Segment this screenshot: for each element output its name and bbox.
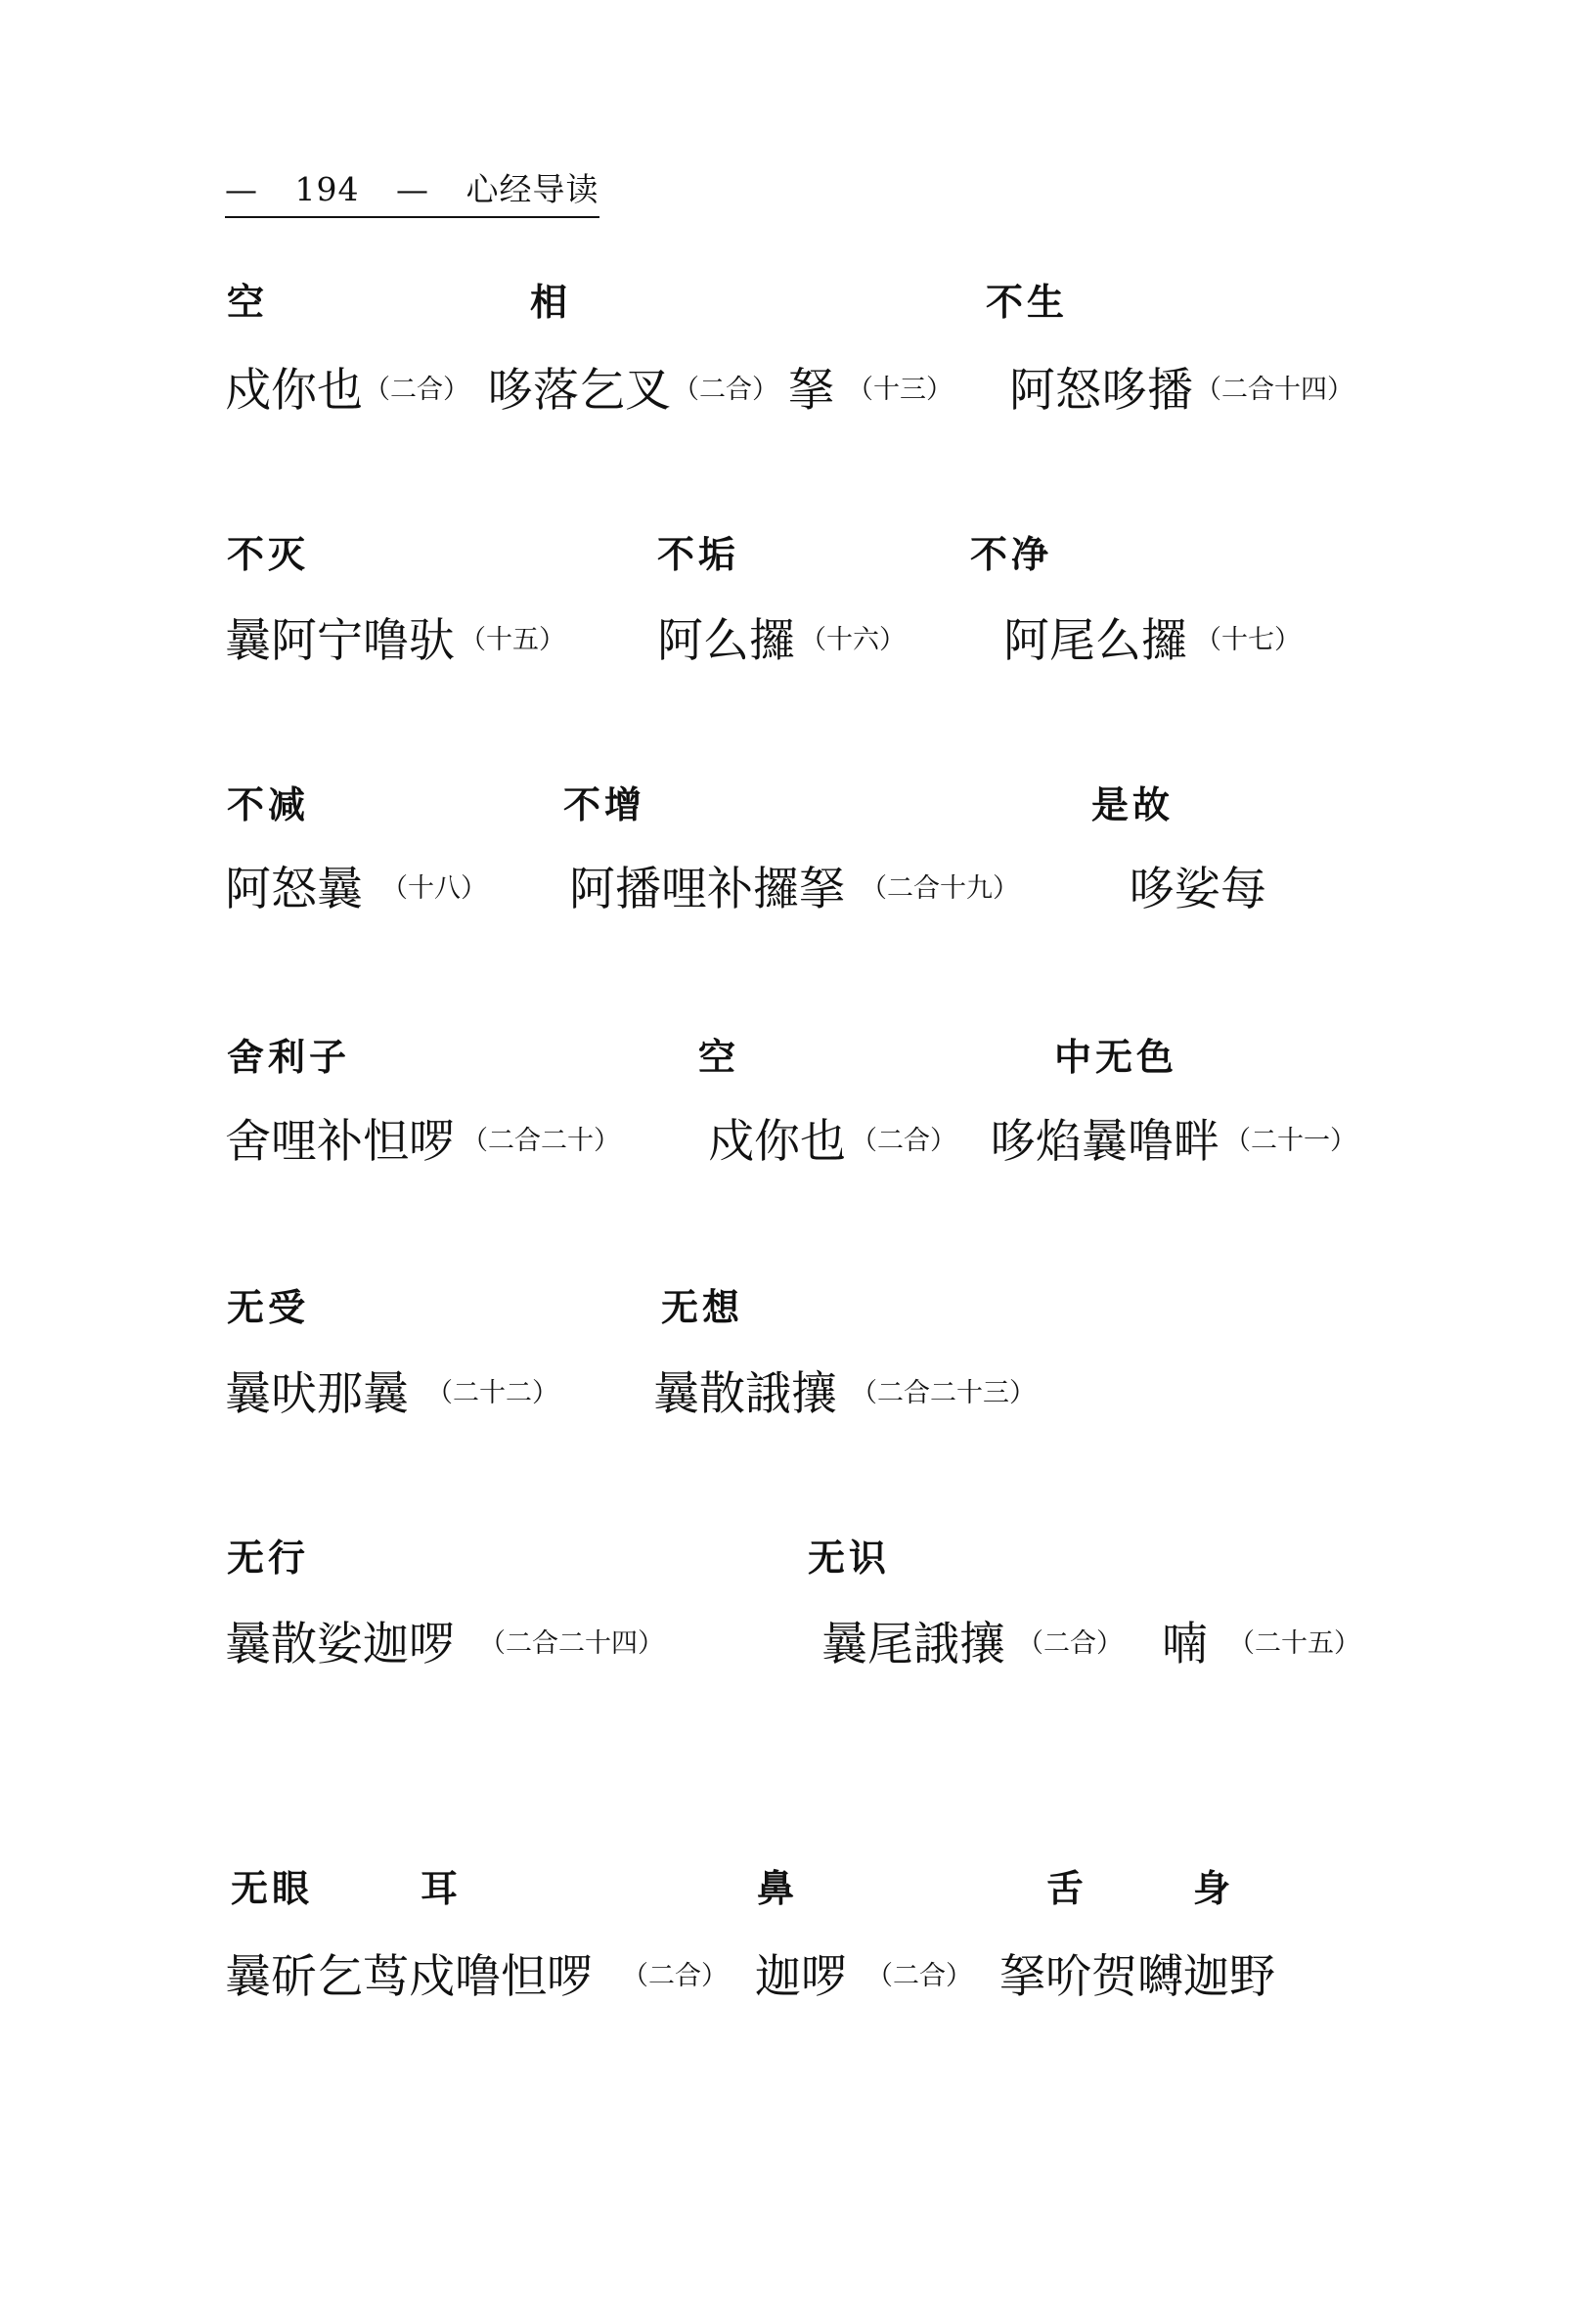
transliteration: 戍你也 <box>225 364 363 418</box>
transliteration: 曩吠那曩 <box>225 1367 409 1421</box>
book-title: 心经导读 <box>466 170 599 208</box>
gloss-row <box>0 775 1596 833</box>
transliteration: 曩散娑迦啰 <box>225 1618 455 1671</box>
transliteration: 曩散誐攘 <box>653 1367 837 1421</box>
gloss-row <box>0 524 1596 583</box>
gloss-row <box>0 1027 1596 1086</box>
transliteration: 舍哩补怛啰 <box>225 1115 455 1169</box>
annotation: （十五） <box>460 625 565 655</box>
transliteration: 阿怒哆播 <box>1009 364 1193 418</box>
header-dash: — <box>396 170 429 208</box>
gloss-word: 无眼 <box>231 1866 314 1910</box>
transliteration: 拏吤贺嚩迦野 <box>999 1950 1275 2004</box>
annotation: （二十一） <box>1224 1126 1356 1156</box>
transliteration-row <box>0 1940 1596 2004</box>
transliteration-row <box>0 604 1596 668</box>
annotation: （二合二十四） <box>479 1628 664 1659</box>
gloss-word: 耳 <box>421 1866 463 1910</box>
gloss-word: 无受 <box>227 1285 310 1329</box>
annotation: （二十二） <box>426 1378 558 1408</box>
gloss-word: 相 <box>530 280 572 324</box>
annotation: （二合） <box>851 1126 956 1156</box>
gloss-word: 不生 <box>986 280 1069 324</box>
transliteration-row <box>0 853 1596 916</box>
transliteration-row <box>0 1358 1596 1421</box>
annotation: （二合十九） <box>861 873 1019 904</box>
gloss-row <box>0 272 1596 331</box>
gloss-word: 舌 <box>1046 1866 1088 1910</box>
transliteration: 拏 <box>788 364 834 418</box>
transliteration: 阿播哩补攞拏 <box>569 863 845 916</box>
gloss-word: 空 <box>227 280 269 324</box>
gloss-row <box>0 1277 1596 1336</box>
gloss-word: 无行 <box>227 1536 310 1580</box>
gloss-word: 鼻 <box>757 1866 799 1910</box>
transliteration: 阿怒曩 <box>225 863 363 916</box>
transliteration: 阿尾么攞 <box>1003 614 1187 668</box>
gloss-word: 中无色 <box>1054 1035 1178 1079</box>
transliteration: 迦啰 <box>755 1950 847 2004</box>
annotation: （二合） <box>622 1961 728 1991</box>
annotation: （十七） <box>1195 625 1301 655</box>
gloss-word: 空 <box>698 1035 740 1079</box>
gloss-word: 是故 <box>1091 782 1175 826</box>
annotation: （二合） <box>364 375 469 405</box>
annotation: （二十五） <box>1228 1628 1360 1659</box>
transliteration: 哆焰曩噜畔 <box>990 1115 1219 1169</box>
gloss-word: 不增 <box>563 782 646 826</box>
annotation: （二合） <box>866 1961 972 1991</box>
gloss-row <box>0 1528 1596 1586</box>
transliteration: 喃 <box>1162 1618 1208 1671</box>
gloss-word: 不净 <box>970 532 1053 576</box>
transliteration: 曩阿宁噜驮 <box>225 614 455 668</box>
gloss-word: 不垢 <box>657 532 740 576</box>
annotation: （二合二十三） <box>851 1378 1036 1408</box>
gloss-row <box>0 1858 1596 1917</box>
annotation: （十八） <box>381 873 487 904</box>
annotation: （二合二十） <box>462 1126 620 1156</box>
gloss-word: 舍利子 <box>227 1035 351 1079</box>
annotation: （十六） <box>800 625 906 655</box>
transliteration-row <box>0 354 1596 418</box>
running-header <box>225 164 599 218</box>
transliteration: 曩斫乞茑戍噜怛啰 <box>225 1950 593 2004</box>
transliteration: 戍你也 <box>708 1115 846 1169</box>
page-number: 194 <box>294 170 360 208</box>
transliteration: 曩尾誐攘 <box>821 1618 1005 1671</box>
annotation: （二合） <box>1017 1628 1123 1659</box>
annotation: （十三） <box>847 375 953 405</box>
transliteration: 哆落乞叉 <box>487 364 671 418</box>
annotation: （二合） <box>673 375 778 405</box>
gloss-word: 无识 <box>808 1536 891 1580</box>
gloss-word: 不减 <box>227 782 310 826</box>
gloss-word: 身 <box>1193 1866 1235 1910</box>
transliteration: 哆娑每 <box>1129 863 1266 916</box>
gloss-word: 无想 <box>661 1285 744 1329</box>
annotation: （二合十四） <box>1195 375 1353 405</box>
gloss-word: 不灭 <box>227 532 310 576</box>
transliteration-row <box>0 1105 1596 1169</box>
transliteration-row <box>0 1608 1596 1671</box>
transliteration: 阿么攞 <box>657 614 795 668</box>
header-dash: — <box>225 170 258 208</box>
